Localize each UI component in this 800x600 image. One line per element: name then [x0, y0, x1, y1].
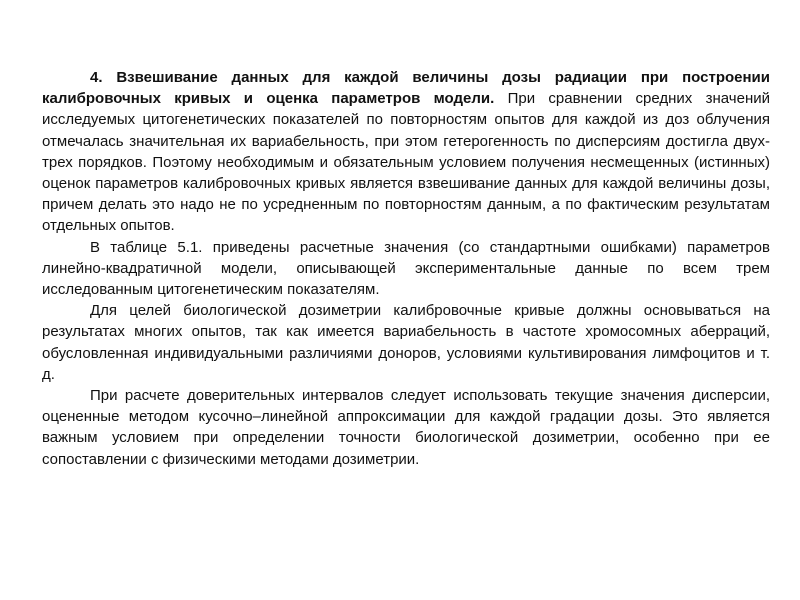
paragraph-biodosimetry: [42, 300, 770, 385]
document-body: [42, 67, 770, 470]
paragraph-text: В таблице 5.1. приведены расчетные значения (со стандартными ошибками) параметров линейно-квадратичной модели, описывающей экспериментальные данные по всем трем исследованным цитогенетическим показателям.: [42, 238, 770, 299]
paragraph-weighting: [42, 67, 770, 237]
section-heading: 4. Взвешивание данных для каждой величины дозы радиации при построении калибровочных кривых и оценка параметров модели.: [42, 69, 770, 108]
paragraph-confidence-intervals: [42, 385, 770, 470]
paragraph-text: Для целей биологической дозиметрии калибровочные кривые должны основываться на результатах многих опытов, так как имеется вариабельность в частоте хромосомных аберраций, обусловленная индивидуальными различиями доноров, условиями культивирования лимфоцитов и т. д.: [42, 302, 770, 383]
paragraph-text: При расчете доверительных интервалов следует использовать текущие значения дисперсии, оцененные методом кусочно–линейной аппроксимации для каждой градации дозы. Это является важным условием при определении точности биологической дозиметрии, особенно при ее сопоставлении с физическими методами дозиметрии.: [42, 387, 770, 468]
paragraph-text: При сравнении средних значений исследуемых цитогенетических показателей по повторностям опытов для каждой из доз облучения отмечалась значительная их вариабельность, при этом гетерогенность по дисперсиям достигла двух-трех порядков. Поэтому необходимым и обязательным условием получения несмещенных (истинных) оценок параметров калибровочных кривых является взвешивание данных для каждой величины дозы, причем делать это надо не по усредненным по повторностям данным, а по фактическим результатам отдельных опытов.: [42, 90, 770, 235]
paragraph-table-reference: [42, 237, 770, 301]
